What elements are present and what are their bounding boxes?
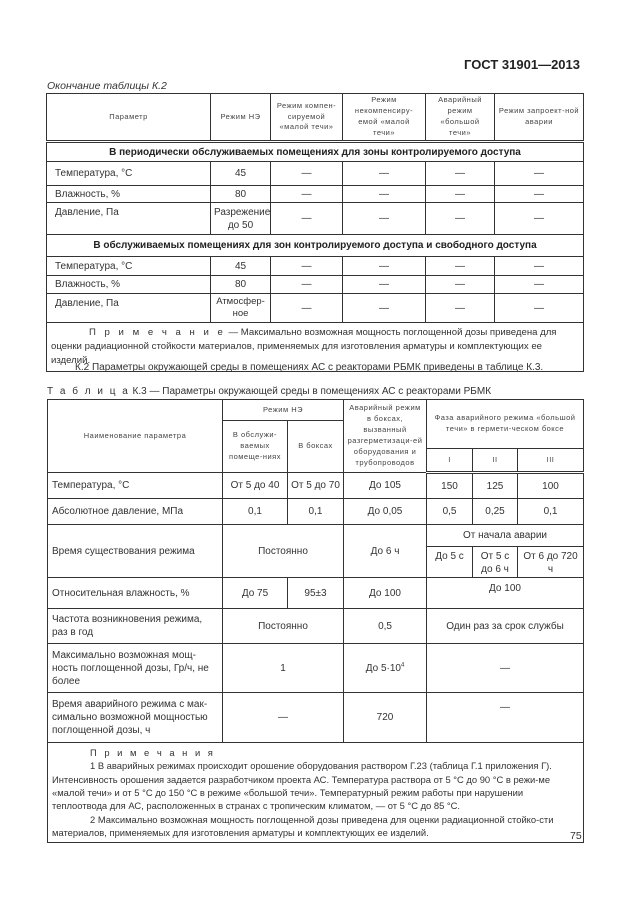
k2-cell: Влажность, % [47, 186, 211, 203]
k3-cell: От начала аварии [427, 525, 584, 547]
k2-section-title: В периодически обслуживаемых помещениях для зоны контролируемого доступа [47, 142, 584, 162]
table-k3-caption-text: К.3 — Параметры окружающей среды в помещениях АС с реакторами РБМК [129, 386, 492, 397]
k3-header-ne-boxes: В боксах [288, 421, 344, 473]
table-k3 [47, 399, 584, 843]
k3-row-label: Время аварийного режима с мак-симально возможной мощностью поглощенной дозы, ч [48, 693, 223, 743]
k2-cell: 45 [211, 257, 271, 276]
k3-cell: — [427, 644, 584, 693]
k3-cell: 1 [223, 644, 344, 693]
k3-cell: До 100 [344, 578, 427, 609]
k2-cell: — [343, 257, 426, 276]
k2-cell: 80 [211, 276, 271, 294]
k2-cell: — [343, 276, 426, 294]
k2-cell: — [343, 294, 426, 323]
k2-header-comp-small-leak: Режим компен-сируемой «малой течи» [271, 94, 343, 142]
k3-cell: 0,1 [288, 499, 344, 525]
k3-cell: 125 [473, 473, 518, 499]
page-number: 75 [570, 830, 582, 842]
k3-cell: До 100 [427, 578, 584, 609]
k2-cell: — [426, 294, 495, 323]
k3-row-label: Время существования режима [48, 525, 223, 578]
k3-note-1: 1 В аварийных режимах происходит орошение оборудования раствором Г.23 (таблица Г.1 приложения Г). Интенсивность орошения задается разработчиком проекта АС. Температура раствора от 5 °С до 90 °С в режи-ме «малой течи» и от 5 °С до 150 °С в режиме «большой течи». Температурный режим работы при нарушении теплоотвода для АС, расположенных в странах с тропическим климатом, — от 5 °С до 85 °С. [52, 760, 552, 812]
k3-cell: 0,1 [223, 499, 288, 525]
k3-cell: До 6 ч [344, 525, 427, 578]
k3-cell: 0,25 [473, 499, 518, 525]
k3-header-param: Наименование параметра [48, 400, 223, 473]
k2-cell: — [271, 162, 343, 186]
k2-cell: — [343, 203, 426, 235]
k3-dose-rate-base: До 5·10 [365, 662, 401, 674]
k3-cell: От 5 до 70 [288, 473, 344, 499]
k2-header-param: Параметр [47, 94, 211, 142]
k3-cell: Постоянно [223, 609, 344, 644]
k3-header-phase-2: II [473, 449, 518, 473]
table-k3-caption-label: Т а б л и ц а [47, 386, 130, 397]
k3-cell: Постоянно [223, 525, 344, 578]
k2-cell: Влажность, % [47, 276, 211, 294]
k2-header-noncomp-small-leak: Режим некомпенсиру-емой «малой течи» [343, 94, 426, 142]
k2-cell: — [271, 276, 343, 294]
k3-row-label: Относительная влажность, % [48, 578, 223, 609]
k2-cell: — [271, 294, 343, 323]
k3-cell: До 0,05 [344, 499, 427, 525]
k2-cell: Давление, Па [47, 294, 211, 323]
k2-cell: — [426, 186, 495, 203]
k2-cell: — [495, 186, 584, 203]
k3-cell: 0,5 [427, 499, 473, 525]
k3-header-phase-3: III [518, 449, 584, 473]
k3-cell: 0,1 [518, 499, 584, 525]
table-k2 [46, 93, 584, 372]
k2-section-title: В обслуживаемых помещениях для зон контролируемого доступа и свободного доступа [47, 235, 584, 257]
k3-cell: От 5 с до 6 ч [473, 547, 518, 578]
k3-notes [48, 743, 584, 843]
k3-dose-rate-exp: 4 [400, 662, 405, 669]
k2-cell: 80 [211, 186, 271, 203]
k2-cell: — [343, 162, 426, 186]
k3-cell: До 105 [344, 473, 427, 499]
k2-cell: 45 [211, 162, 271, 186]
k2-note-label: П р и м е ч а н и е [89, 327, 226, 338]
k3-cell: 95±3 [288, 578, 344, 609]
table-k3-caption [47, 386, 491, 397]
k3-header-phase-1: I [427, 449, 473, 473]
k2-header-big-leak: Аварийный режим «большой течи» [426, 94, 495, 142]
k2-cell: — [271, 203, 343, 235]
k2-cell: — [495, 276, 584, 294]
k3-cell [344, 644, 427, 693]
k3-cell: — [427, 693, 584, 743]
k3-cell: От 6 до 720 ч [518, 547, 584, 578]
k2-cell: — [271, 186, 343, 203]
k2-note-text: — Максимально возможная мощность поглощенной дозы приведена для оценки радиационной стойкости материалов, применяемых для изготовления арматуры и комплектующих ее изделий. [51, 327, 557, 366]
paragraph-k2: К.2 Параметры окружающей среды в помещениях АС с реакторами РБМК приведены в таблице К.3. [75, 362, 544, 373]
k3-cell: — [223, 693, 344, 743]
k3-cell: Один раз за срок службы [427, 609, 584, 644]
k3-cell: 0,5 [344, 609, 427, 644]
k3-cell: От 5 до 40 [223, 473, 288, 499]
k3-cell: 150 [427, 473, 473, 499]
k3-header-phase: Фаза аварийного режима «большой течи» в гермети-ческом боксе [427, 400, 584, 449]
k3-row-label: Максимально возможная мощ-ность поглощенной дозы, Гр/ч, не более [48, 644, 223, 693]
k3-note-2: 2 Максимально возможная мощность поглощенной дозы приведена для оценки радиационной стойко-сти материалов, применяемых для изготовления арматуры и комплектующих ее изделий. [52, 813, 554, 839]
k2-cell: — [426, 276, 495, 294]
k3-cell: До 75 [223, 578, 288, 609]
document-id-header: ГОСТ 31901—2013 [464, 57, 580, 72]
k2-cell: — [271, 257, 343, 276]
k3-cell: 100 [518, 473, 584, 499]
k3-row-label: Температура, °С [48, 473, 223, 499]
k3-cell: До 5 с [427, 547, 473, 578]
k3-row-label: Абсолютное давление, МПа [48, 499, 223, 525]
k2-cell: — [343, 186, 426, 203]
k2-cell: Температура, °С [47, 257, 211, 276]
k2-cell: — [495, 162, 584, 186]
k3-notes-label: П р и м е ч а н и я [90, 747, 216, 758]
k2-header-beyond-design: Режим запроект-ной аварии [495, 94, 584, 142]
k3-cell: 720 [344, 693, 427, 743]
k3-header-ne-mode: Режим НЭ [223, 400, 344, 421]
k3-header-ne-serviced: В обслужи-ваемых помеще-ниях [223, 421, 288, 473]
k2-cell: Давление, Па [47, 203, 211, 235]
table-k2-caption: Окончание таблицы К.2 [47, 80, 167, 92]
k2-cell: — [495, 257, 584, 276]
k2-cell: — [495, 203, 584, 235]
k2-header-ne: Режим НЭ [211, 94, 271, 142]
k2-cell: Разрежение до 50 [211, 203, 271, 235]
k2-cell: Температура, °С [47, 162, 211, 186]
k3-header-emergency: Аварийный режим в боксах, вызванный разгерметизаци-ей оборудования и трубопроводов [344, 400, 427, 473]
k2-cell: — [426, 203, 495, 235]
k2-cell: — [426, 257, 495, 276]
k3-row-label: Частота возникновения режима, раз в год [48, 609, 223, 644]
k2-cell: — [495, 294, 584, 323]
k2-cell: — [426, 162, 495, 186]
k2-cell: Атмосфер-ное [211, 294, 271, 323]
